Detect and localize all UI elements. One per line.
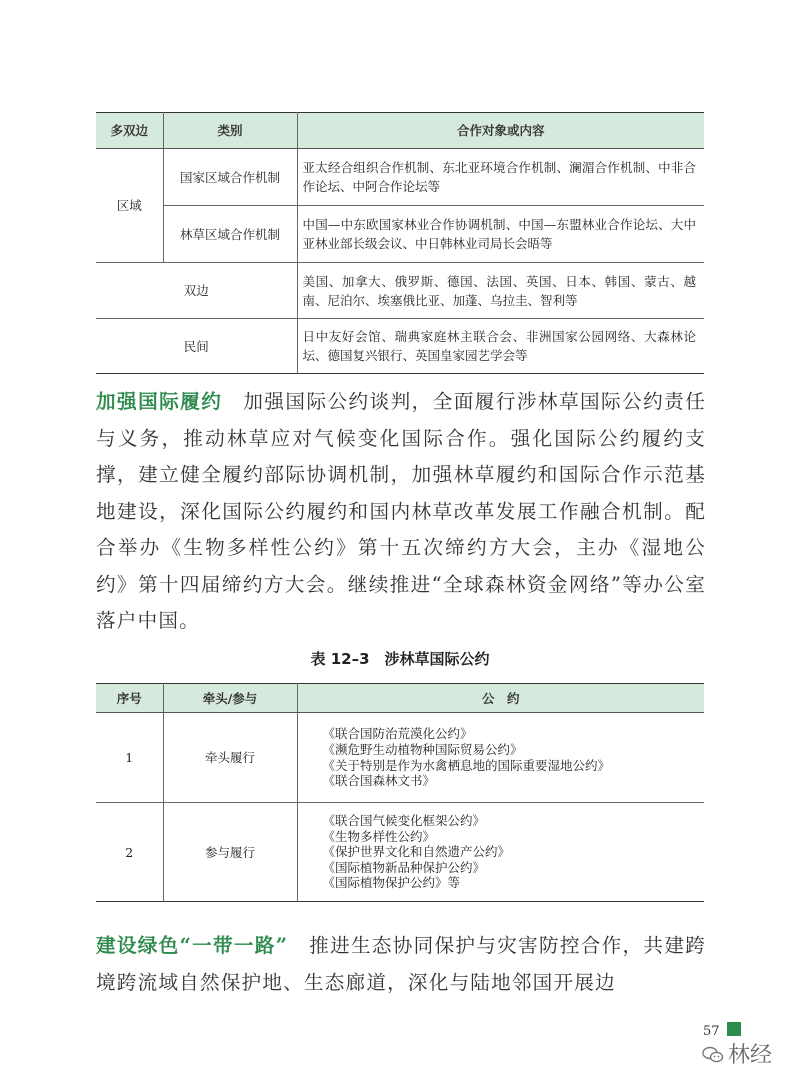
header-conventions: 公 约 <box>297 684 704 713</box>
conventions-cell <box>297 803 704 902</box>
conventions-table <box>96 683 704 902</box>
list-item: 《联合国防治荒漠化公约》 <box>322 726 473 742</box>
category-cell: 林草区域合作机制 <box>163 206 297 263</box>
paragraph-heading: 建设绿色“一带一路” <box>96 934 289 957</box>
category-cell: 双边 <box>96 263 297 319</box>
table-row <box>96 803 704 902</box>
wechat-icon <box>702 1045 724 1063</box>
content-cell: 亚太经合组织合作机制、东北亚环境合作机制、澜湄合作机制、中非合作论坛、中阿合作论坛等 <box>302 160 696 194</box>
table-row <box>96 149 704 206</box>
header-content: 合作对象或内容 <box>297 113 704 149</box>
role-cell: 牵头履行 <box>163 713 297 803</box>
paragraph-international-compliance <box>96 384 706 640</box>
table-header-row <box>96 684 704 713</box>
list-item: 《国际植物新品种保护公约》 <box>322 859 486 875</box>
paragraph-belt-and-road <box>96 928 706 1001</box>
table-row <box>96 713 704 803</box>
header-number: 序号 <box>96 684 163 713</box>
paragraph-heading: 加强国际履约 <box>96 390 223 413</box>
content-cell: 日中友好会馆、瑞典家庭林主联合会、非洲国家公园网络、大森林论坛、德国复兴银行、英国皇家园艺学会等 <box>297 319 704 374</box>
list-item: 《生物多样性公约》 <box>322 828 436 844</box>
watermark <box>702 1038 772 1069</box>
header-role: 牵头/参与 <box>163 684 297 713</box>
table-row <box>96 206 704 263</box>
list-item: 《国际植物保护公约》等 <box>322 875 461 891</box>
cooperation-table <box>96 112 704 374</box>
page-number: 57 <box>703 1024 720 1039</box>
list-item: 《联合国气候变化框架公约》 <box>322 813 486 829</box>
table-row <box>96 319 704 374</box>
table-row <box>96 263 704 319</box>
list-item: 《濒危野生动植物种国际贸易公约》 <box>322 741 523 757</box>
page-marker-square <box>727 1022 741 1036</box>
content-cell: 中国—中东欧国家林业合作协调机制、中国—东盟林业合作论坛、大中亚林业部长级会议、中日韩林业司局长会晤等 <box>297 206 704 263</box>
header-multilateral: 多双边 <box>96 113 163 149</box>
conventions-cell <box>297 713 704 803</box>
paragraph-body: 加强国际公约谈判，全面履行涉林草国际公约责任与义务，推动林草应对气候变化国际合作。强化国际公约履约支撑，建立健全履约部际协调机制，加强林草履约和国际合作示范基地建设，深化国际公约履约和国内林草改革发展工作融合机制。配合举办《生物多样性公约》第十五次缔约方大会，主办《湿地公约》第十四届缔约方大会。继续推进“全球森林资金网络”等办公室落户中国。 <box>96 390 707 632</box>
category-cell: 民间 <box>96 319 297 374</box>
list-item: 《关于特别是作为水禽栖息地的国际重要湿地公约》 <box>322 757 611 773</box>
row-number: 1 <box>96 713 163 803</box>
content-cell: 美国、加拿大、俄罗斯、德国、法国、英国、日本、韩国、蒙古、越南、尼泊尔、埃塞俄比亚、加蓬、乌拉圭、智利等 <box>297 263 704 319</box>
table-caption: 表 12–3 涉林草国际公约 <box>310 650 490 668</box>
region-label: 区域 <box>96 149 163 263</box>
header-category: 类别 <box>163 113 297 149</box>
list-item: 《保护世界文化和自然遗产公约》 <box>322 844 511 860</box>
role-cell: 参与履行 <box>163 803 297 902</box>
table-header-row <box>96 113 704 149</box>
list-item: 《联合国森林文书》 <box>322 773 436 789</box>
watermark-text: 林经 <box>728 1043 773 1068</box>
category-cell: 国家区域合作机制 <box>163 149 297 206</box>
row-number: 2 <box>96 803 163 902</box>
paragraph-body: 推进生态协同保护与灾害防控合作，共建跨境跨流域自然保护地、生态廊道，深化与陆地邻国开展边 <box>96 934 706 994</box>
